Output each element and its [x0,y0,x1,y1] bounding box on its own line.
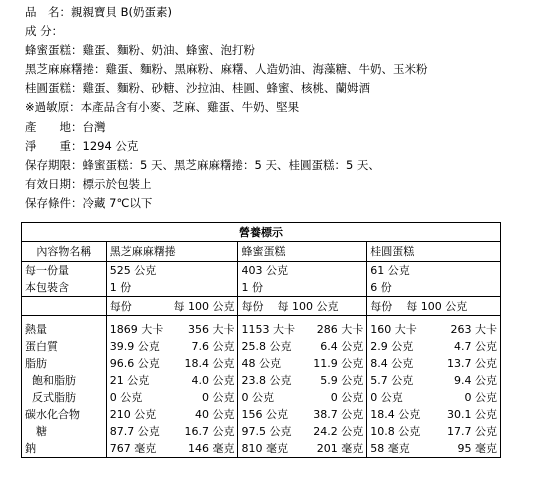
nutrient-values [367,321,501,338]
per-100g-value: 30.1 公克 [447,408,497,421]
nutrient-values [367,355,501,372]
per-serving-value: 48 公克 [241,357,281,370]
nutrient-row [22,321,501,338]
nutrient-values [106,389,238,406]
per-serving-value: 2.9 公克 [370,340,414,353]
line-value: 冷藏 7℃以下 [82,195,153,210]
nutrient-row [22,389,501,406]
nutrient-row [22,338,501,355]
line-value: 雞蛋、麵粉、砂糖、沙拉油、桂圓、蜂蜜、核桃、蘭姆酒 [82,81,370,96]
nutrient-values [367,423,501,440]
nutrition-table [21,222,501,458]
product-header: 桂圓蛋糕 [367,242,501,262]
per-serving-value: 1869 大卡 [109,323,164,336]
nutrient-name: 熱量 [22,321,107,338]
per-100g-value: 6.4 公克 [320,340,364,353]
line-allergens [25,98,428,117]
nutrient-name: 飽和脂肪 [22,372,107,389]
per-100g-value: 146 毫克 [187,442,235,455]
per-serving-value: 156 公克 [241,408,288,421]
per-100g-value: 263 大卡 [450,323,497,336]
nutrient-values [238,355,367,372]
per-serving-value: 87.7 公克 [109,425,160,438]
line-label: 蜂蜜蛋糕： [25,43,83,58]
per-serving-value: 5.7 公克 [370,374,414,387]
serving-value: 525 公克 [106,262,238,280]
line-storage [25,194,428,213]
per-100g-value: 201 毫克 [316,442,364,455]
nutrient-values [106,355,238,372]
product-header: 蜂蜜蛋糕 [238,242,367,262]
line-product-name [25,3,428,22]
nutrient-name: 碳水化合物 [22,406,107,423]
line-honey-cake [25,41,428,60]
per-100g-label: 每 100 公克 [277,299,339,313]
nutrient-values [238,372,367,389]
per-serving-value: 39.9 公克 [109,340,160,353]
nutrient-values [106,338,238,355]
per-serving-value: 21 公克 [109,374,150,387]
per-serving-value: 8.4 公克 [370,357,414,370]
per-100g-value: 7.6 公克 [191,340,235,353]
line-net-weight [25,137,428,156]
nutrition-title: 營養標示 [22,223,501,242]
per-100g-value: 0 公克 [330,391,364,404]
pack-value: 1 份 [238,279,367,297]
per-100g-value: 286 大卡 [316,323,364,336]
serving-value: 61 公克 [367,262,501,280]
line-value: 本產品含有小麥、芝麻、雞蛋、牛奶、堅果 [80,100,300,115]
nutrient-values [238,389,367,406]
per-serving-value: 58 毫克 [370,442,410,455]
line-origin [25,118,428,137]
nutrient-name: 鈉 [22,440,107,458]
line-label: ※過敏原： [25,100,81,115]
per-serving-value: 10.8 公克 [370,425,421,438]
nutrient-values [238,338,367,355]
line-longan-cake [25,79,428,98]
line-label: 成 分： [25,24,64,39]
pack-label: 本包裝含 [22,279,107,297]
per-100g-value: 0 公克 [201,391,235,404]
per-serving-value: 810 毫克 [241,442,288,455]
line-label: 保存期限： [25,157,83,172]
line-label: 有效日期： [25,176,83,191]
pack-value: 1 份 [106,279,238,297]
nutrient-values [367,406,501,423]
sub-header [367,297,501,316]
serving-value: 403 公克 [238,262,367,280]
per-serving-value: 0 公克 [109,391,143,404]
content-label: 內容物名稱 [22,242,107,262]
per-100g-value: 95 毫克 [457,442,497,455]
per-100g-value: 13.7 公克 [447,357,497,370]
line-label: 產 地： [25,119,83,134]
per-100g-value: 4.7 公克 [454,340,497,353]
per-100g-value: 11.9 公克 [313,357,364,370]
per-serving-value: 25.8 公克 [241,340,292,353]
per-serving-value: 210 公克 [109,408,157,421]
per-serving-value: 1153 大卡 [241,323,295,336]
per-100g-value: 4.0 公克 [191,374,235,387]
per-100g-value: 356 大卡 [187,323,235,336]
line-value: 親親寶貝 B(奶蛋素) [71,5,173,19]
nutrient-values [367,372,501,389]
per-serving-value: 96.6 公克 [109,357,160,370]
per-serving-label: 每份 [370,299,393,313]
per-serving-value: 0 公克 [241,391,274,404]
per-serving-label: 每份 [109,299,132,313]
line-ingredients-heading [25,22,428,41]
line-value: 台灣 [82,119,106,134]
nutrient-values [106,372,238,389]
sub-header [238,297,367,316]
line-label: 淨 重： [25,138,83,153]
line-value: 蜂蜜蛋糕：5 天、黑芝麻麻糬捲：5 天、桂圓蛋糕：5 天、 [82,157,380,172]
line-value: 雞蛋、麵粉、奶油、蜂蜜、泡打粉 [82,43,255,58]
line-value: 1294 公克 [82,138,139,153]
per-serving-value: 160 大卡 [370,323,417,336]
per-100g-label: 每 100 公克 [173,299,235,313]
nutrient-values [106,440,238,458]
line-label: 黑芝麻麻糬捲： [25,62,106,77]
line-value: 標示於包裝上 [82,176,152,191]
nutrient-row [22,372,501,389]
nutrient-values [367,389,501,406]
nutrient-values [238,321,367,338]
nutrient-row [22,406,501,423]
nutrient-row [22,440,501,458]
nutrient-values [106,321,238,338]
product-header: 黑芝麻麻糬捲 [106,242,238,262]
serving-label: 每一份量 [22,262,107,280]
pack-value: 6 份 [367,279,501,297]
nutrient-row [22,355,501,372]
line-label: 桂圓蛋糕： [25,81,83,96]
per-100g-value: 9.4 公克 [454,374,497,387]
nutrient-name: 糖 [22,423,107,440]
line-shelf-life [25,156,428,175]
nutrient-values [238,423,367,440]
per-100g-value: 16.7 公克 [184,425,235,438]
per-100g-value: 18.4 公克 [184,357,235,370]
nutrient-name: 反式脂肪 [22,389,107,406]
per-100g-value: 40 公克 [194,408,235,421]
per-serving-value: 18.4 公克 [370,408,421,421]
per-100g-value: 17.7 公克 [447,425,497,438]
per-serving-value: 23.8 公克 [241,374,292,387]
nutrient-values [238,440,367,458]
per-serving-value: 0 公克 [370,391,403,404]
per-100g-label: 每 100 公克 [406,299,468,313]
nutrient-row [22,423,501,440]
sub-header [106,297,238,316]
line-label: 保存條件： [25,195,83,210]
nutrient-values [367,440,501,458]
per-100g-value: 5.9 公克 [320,374,364,387]
per-serving-label: 每份 [241,299,264,313]
line-label: 品 名： [25,5,71,19]
line-value: 雞蛋、麵粉、黑麻粉、麻糬、人造奶油、海藻糖、牛奶、玉米粉 [105,62,428,77]
nutrient-name: 脂肪 [22,355,107,372]
product-info [25,3,428,213]
sub-header-empty [22,297,107,316]
per-100g-value: 24.2 公克 [313,425,364,438]
nutrient-values [367,338,501,355]
per-serving-value: 767 毫克 [109,442,157,455]
nutrient-values [238,406,367,423]
nutrient-values [106,406,238,423]
per-serving-value: 97.5 公克 [241,425,292,438]
per-100g-value: 38.7 公克 [313,408,364,421]
nutrient-values [106,423,238,440]
line-sesame-roll [25,60,428,79]
line-expiry [25,175,428,194]
nutrient-name: 蛋白質 [22,338,107,355]
per-100g-value: 0 公克 [464,391,497,404]
